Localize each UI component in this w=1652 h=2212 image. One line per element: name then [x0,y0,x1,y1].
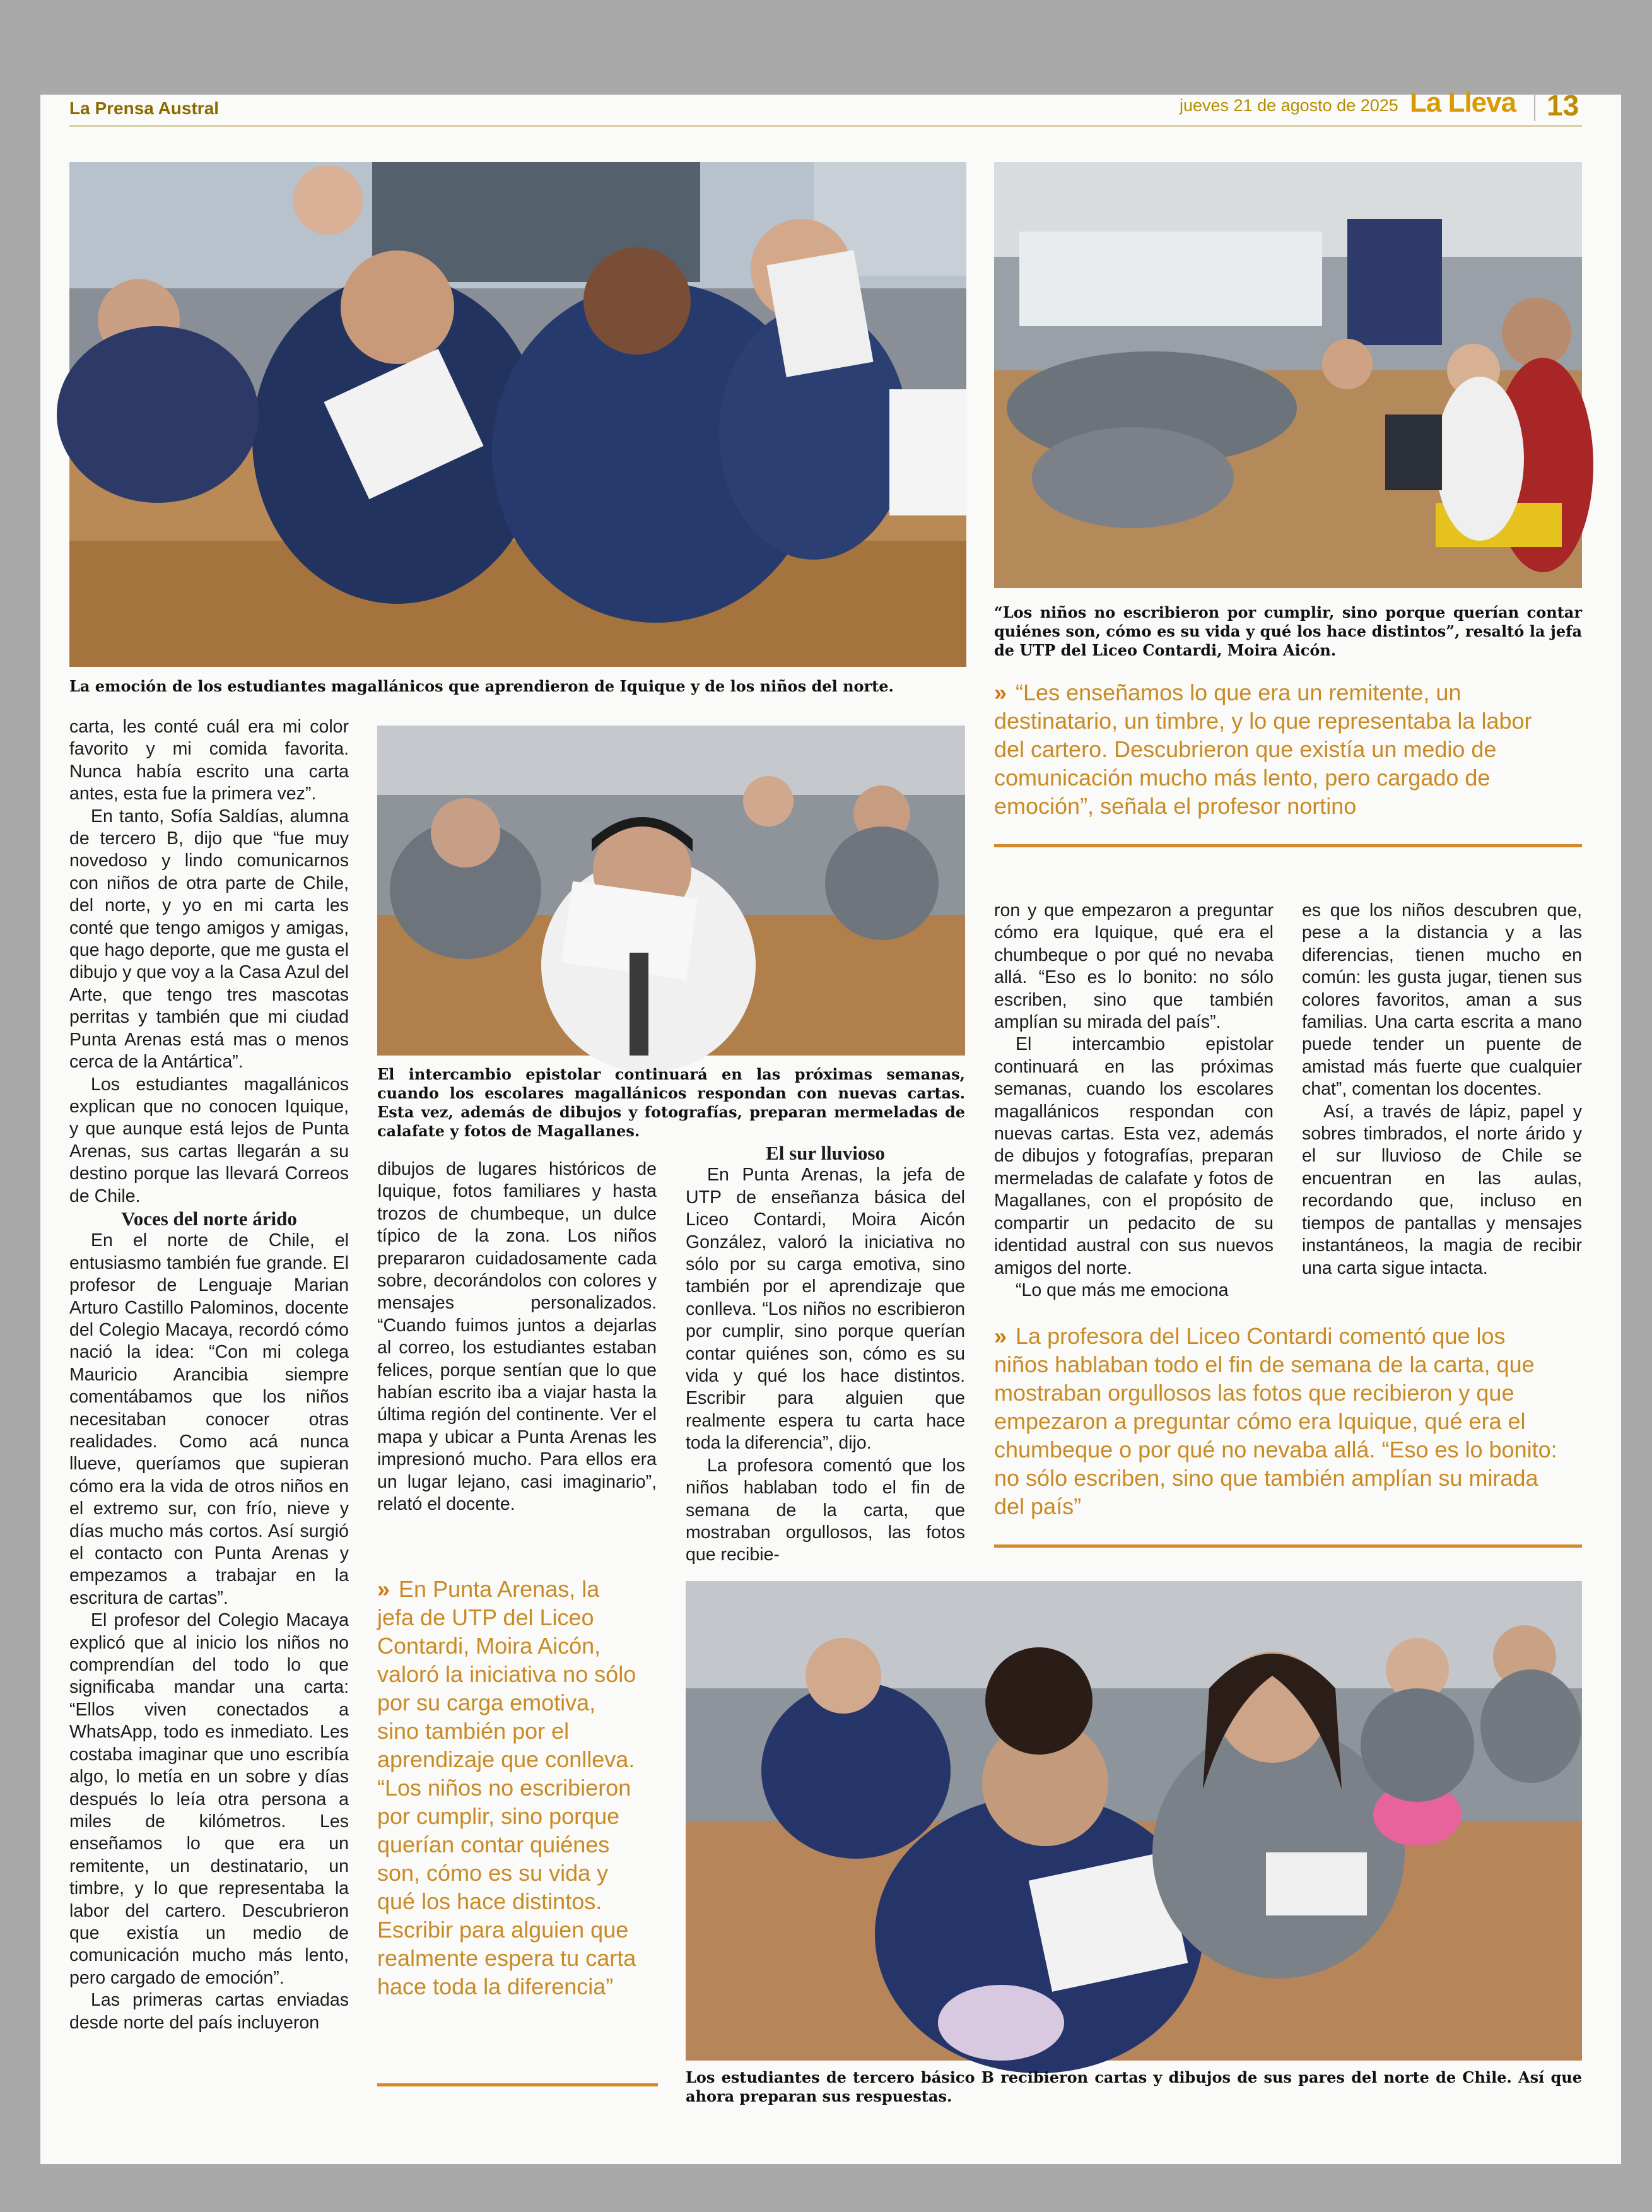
header-separator [1534,93,1535,121]
double-chevron-icon: » [994,1323,1007,1349]
double-chevron-icon: » [994,679,1007,705]
paragraph: Los estudiantes magallánicos explican que no conocen Iquique, y que aunque está lejos de Punta Arenas, sus cartas llegarán a su destino porque las llevará Correos de Chile. [69,1074,349,1206]
pull-quote-3 [377,1575,642,2001]
pull-quote-1-rule [994,844,1582,847]
pull-quote-2-text: La profesora del Liceo Contardi comentó que los niños hablaban todo el fin de semana de la carta, que mostraban orgullosos las fotos que recibieron y que empezaron a preguntar cómo era Iquique, qué era el chumbeque o por qué no nevaba allá. “Eso es lo bonito: no sólo escriben, sino que también amplían su mirada del país” [994,1323,1557,1519]
paragraph: carta, les conté cuál era mi color favorito y mi comida favorita. Nunca había escrito una carta antes, esta fue la primera vez”. [69,717,349,804]
paragraph: El profesor del Colegio Macaya explicó que al inicio los niños no comprendían del todo lo que significaba mandar una carta: “Ellos viven conectados a WhatsApp, todo es inmediato. Les costaba imaginar que uno escribía algo, lo metía en un sobre y días después lo leía otra persona a miles de kilómetros. Les enseñamos lo que era un remitente, un destinatario, un timbre, y lo que representaba la labor del cartero. Descubrieron que existía un medio de comunicación mucho más lento, pero cargado de emoción”. [69,1610,349,1988]
pull-quote-2 [994,1322,1562,1521]
pull-quote-2-rule [994,1544,1582,1548]
pull-quote-3-rule [377,2083,658,2086]
paragraph: dibujos de lugares históricos de Iquique, fotos familiares y hasta trozos de chumbeque, un dulce típico de la zona. Los niños prepararon cuidadosamente cada sobre, decorándolos con colores y mensajes personalizados. “Cuando fuimos juntos a dejarlas al correo, los estudiantes estaban felices, porque sentían que lo que habían escrito iba a viajar hasta la última región del continente. Ver el mapa y ubicar a Punta Arenas les impresionó mucho. Para ellos era un lugar lejano, casi imaginario”, relató el docente. [377,1159,657,1515]
article-column-2 [377,1158,657,1516]
photo-caption-4: Los estudiantes de tercero básico B recibieron cartas y dibujos de sus pares del norte de Chile. Así que ahora preparan sus respuestas. [686,2068,1582,2105]
paragraph: “Lo que más me emociona [1016,1280,1229,1300]
photo-boy-reading-letter [377,726,965,1056]
paragraph: ron y que empezaron a preguntar cómo era Iquique, qué era el chumbeque o por qué no nevaba allá. “Eso es lo bonito: no sólo escriben, sino que también amplían su mirada del país”. [994,900,1274,1033]
section-name: La Lleva [1410,87,1516,118]
paragraph: En tanto, Sofía Saldías, alumna de tercero B, dijo que “fue muy novedoso y lindo comunicarnos con niños de otra parte de Chile, del norte, y yo en mi carta les conté que tengo amigos y amigas, que hago deporte, que me gusta el dibujo y que voy a la Casa Azul del Arte, que tengo tres mascotas perritas y también que mi ciudad Punta Arenas está mas o menos cerca de la Antártica”. [69,806,349,1073]
paragraph: Las primeras cartas enviadas desde norte del país incluyeron [69,1990,349,2033]
photo-students-reading-letters [69,162,966,667]
double-chevron-icon: » [377,1576,390,1602]
photo-caption-2: “Los niños no escribieron por cumplir, sino porque querían contar quiénes son, cómo es su vida y qué los hace distintos”, resaltó la jefa de UTP del Liceo Contardi, Moira Aicón. [994,603,1582,659]
article-column-4 [994,900,1274,1302]
paragraph: En el norte de Chile, el entusiasmo también fue grande. El profesor de Lenguaje Marian Arturo Castillo Palominos, docente del Colegio Macaya, recordó cómo nació la idea: “Con mi colega Mauricio Arancibia siempre comentábamos que los niños necesitaban conocer otras realidades. Como acá nunca llueve, queríamos que supieran cómo era la vida de otros niños en el extremo sur, con frío, nieve y días mucho más cortos. Así surgió el contacto con Punta Arenas y empezamos a trabajar en la escritura de cartas”. [69,1230,349,1608]
pull-quote-1 [994,678,1549,820]
paragraph: es que los niños descubren que, pese a la distancia y a las diferencias, tienen mucho en común: les gusta jugar, tienen sus colores favoritos, aman a sus familias. Una carta escrita a mano puede tender un puente de amistad más fuerte que cualquier chat”, comentan los docentes. [1302,900,1582,1100]
subhead-el-sur-lluvioso: El sur lluvioso [766,1142,885,1164]
photo-girls-with-letters [686,1581,1582,2105]
header-rule [69,125,1582,127]
photo-caption-3: El intercambio epistolar continuará en las próximas semanas, cuando los escolares magallánicos respondan con nuevas cartas. Esta vez, además de dibujos y fotografías, preparan mermeladas de calafate y fotos de Magallanes. [377,1065,965,1140]
paragraph: El intercambio epistolar continuará en las próximas semanas, cuando los escolares magallánicos respondan con nuevas cartas. Esta vez, además de dibujos y fotografías, preparan mermeladas de calafate y fotos de Magallanes, con el propósito de compartir un pedacito de su identidad austral con sus nuevos amigos del norte. [994,1034,1274,1278]
pull-quote-3-text: En Punta Arenas, la jefa de UTP del Liceo Contardi, Moira Aicón, valoró la iniciativa no sólo por su carga emotiva, sino también por el aprendizaje que conlleva. “Los niños no escribieron por cumplir, sino porque querían contar quiénes son, cómo es su vida y qué los hace distintos. Escribir para alguien que realmente espera tu carta hace toda la diferencia” [377,1576,636,1999]
pull-quote-1-text: “Les enseñamos lo que era un remitente, un destinatario, un timbre, y lo que representaba la labor del cartero. Descubrieron que existía un medio de comunicación mucho más lento, pero cargado de emoción”, señala el profesor nortino [994,679,1532,819]
article-column-1 [69,716,349,2034]
paragraph: Así, a través de lápiz, papel y sobres timbrados, el norte árido y el sur lluvioso de Chile se encuentran en las aulas, recordando que, incluso en tiempos de pantallas y mensajes instantáneos, la magia de recibir una carta sigue intacta. [1302,1101,1582,1278]
paragraph: En Punta Arenas, la jefa de UTP de enseñanza básica del Liceo Contardi, Moira Aicón González, valoró la iniciativa no sólo por su carga emotiva, sino también por el aprendizaje que conlleva. “Los niños no escribieron por cumplir, sino porque querían contar quiénes son, cómo es su vida y qué los hace distintos. Escribir para alguien que realmente espera tu carta hace toda la diferencia”, dijo. [686,1165,965,1454]
paragraph: La profesora comentó que los niños hablaban todo el fin de semana de la carta, que mostraban orgullosos, las fotos que recibie- [686,1455,965,1565]
subhead-voces-del-norte: Voces del norte árido [121,1207,297,1230]
publication-date: jueves 21 de agosto de 2025 [1180,96,1398,115]
article-column-5 [1302,900,1582,1280]
photo-caption-1: La emoción de los estudiantes magallánicos que aprendieron de Iquique y de los niños del norte. [69,677,894,695]
article-column-3 [686,1142,965,1567]
photo-classroom-overview [994,162,1582,588]
publication-name: La Prensa Austral [69,98,220,118]
page-number: 13 [1547,89,1579,122]
